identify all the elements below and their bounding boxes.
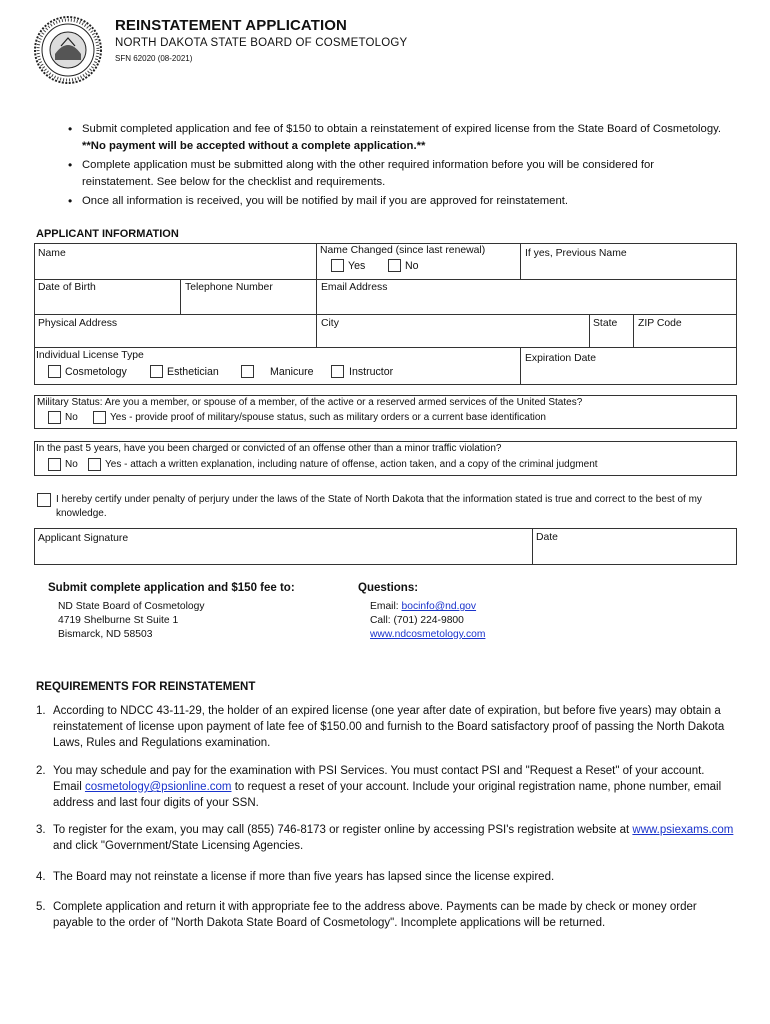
contact-info <box>370 600 485 642</box>
form-number: SFN 62020 (08-2021) <box>115 54 193 63</box>
requirement-text: to request a reset of your account. Include your original registration name, phone number, email address and last four digits of your SSN. <box>53 781 722 809</box>
previous-name-field[interactable]: If yes, Previous Name <box>525 248 627 259</box>
psi-website-link[interactable]: www.psiexams.com <box>632 824 734 836</box>
military-question: Military Status: Are you a member, or spouse of a member, of the active or a reserved armed services of the United States? <box>37 397 583 408</box>
offense-no-checkbox[interactable] <box>48 458 61 471</box>
address-line: Bismarck, ND 58503 <box>58 629 153 640</box>
mailing-address <box>58 600 205 642</box>
name-changed-label: Name Changed (since last renewal) <box>320 245 486 256</box>
questions-heading: Questions: <box>358 582 419 594</box>
instruction-text: Complete application must be submitted along with the other required information before you will be considered for reinstatement. See below for the checklist and requirements. <box>82 159 655 188</box>
phone-number: Call: (701) 224-9800 <box>370 615 464 626</box>
board-email-link[interactable]: bocinfo@nd.gov <box>401 601 477 612</box>
requirement-item: 1. According to NDCC 43-11-29, the holder of an expired license (one year after date of expiration, but before five years) may obtain a reinstatement of license upon payment of late fee of $150.00 and furnish to the Board satisfactory proof of passing the North Dakota Laws, Rules and Regulations examination. <box>36 705 725 749</box>
expiration-date-field[interactable]: Expiration Date <box>525 353 597 364</box>
esthetician-label: Esthetician <box>167 365 219 378</box>
instruction-text: Once all information is received, you will be notified by mail if you are approved for reinstatement. <box>82 195 569 207</box>
instruction-bold: **No payment will be accepted without a complete application.** <box>82 139 426 152</box>
requirement-text: According to NDCC 43-11-29, the holder of an expired license (one year after date of expiration, but before five years) may obtain a reinstatement of license upon payment of late fee of $150.00 and furnish to the Board satisfactory proof of passing the North Dakota Laws, Rules and Regulations examination. <box>53 705 725 749</box>
physical-address-field[interactable]: Physical Address <box>38 318 118 329</box>
requirement-text: and click "Government/State Licensing Agencies. <box>53 840 304 852</box>
name-changed-yes-checkbox[interactable] <box>331 259 344 272</box>
address-line: 4719 Shelburne St Suite 1 <box>58 615 179 626</box>
military-no-label: No <box>65 412 78 423</box>
manicure-checkbox[interactable] <box>241 365 254 378</box>
psi-email-link[interactable]: cosmetology@psionline.com <box>84 781 232 793</box>
name-field[interactable]: Name <box>38 248 66 259</box>
date-of-birth-field[interactable]: Date of Birth <box>38 282 96 293</box>
esthetician-checkbox[interactable] <box>150 365 163 378</box>
instruction-text: Submit completed application and fee of $150 to obtain a reinstatement of expired license from the State Board of Cosmetology. <box>82 123 722 135</box>
requirement-text: To register for the exam, you may call (855) 746-8173 or register online by accessing PSI's registration website at <box>53 824 633 836</box>
instructions-list <box>66 121 726 213</box>
applicant-info-heading: APPLICANT INFORMATION <box>36 228 179 240</box>
board-name: NORTH DAKOTA STATE BOARD OF COSMETOLOGY <box>115 37 408 49</box>
requirements-heading: REQUIREMENTS FOR REINSTATEMENT <box>36 681 256 693</box>
instructor-label: Instructor <box>349 365 394 378</box>
signature-box <box>34 528 737 565</box>
form-title: REINSTATEMENT APPLICATION <box>115 17 347 34</box>
requirement-item: 4. The Board may not reinstate a license if more than five years has lapsed since the license expired. <box>36 871 555 883</box>
cosmetology-checkbox[interactable] <box>48 365 61 378</box>
offense-no-label: No <box>65 459 78 470</box>
yes-label: Yes <box>348 259 366 272</box>
military-yes-checkbox[interactable] <box>93 411 106 424</box>
manicure-label: Manicure <box>270 365 314 378</box>
city-field[interactable]: City <box>321 318 339 329</box>
license-type-label: Individual License Type <box>36 350 144 361</box>
offense-yes-checkbox[interactable] <box>88 458 101 471</box>
instruction-item <box>66 157 726 190</box>
certify-checkbox[interactable] <box>37 493 51 507</box>
requirement-item: 2. You may schedule and pay for the examination with PSI Services. You must contact PSI and "Request a Reset" of your account. Email cosmetology@psionline.com to request a reset of your account. Include your original registration name, phone number, email address and last four digits of your SSN. <box>36 765 722 809</box>
state-field[interactable]: State <box>593 318 618 329</box>
address-line: ND State Board of Cosmetology <box>58 601 205 612</box>
telephone-field[interactable]: Telephone Number <box>185 282 273 293</box>
offense-question: In the past 5 years, have you been charged or convicted of an offense other than a minor traffic violation? <box>36 443 502 454</box>
requirement-item: 3. To register for the exam, you may call (855) 746-8173 or register online by accessing PSI's registration website at www.psiexams.com and click "Government/State Licensing Agencies. <box>36 824 734 852</box>
website-link[interactable]: www.ndcosmetology.com <box>370 629 486 640</box>
military-yes-label: Yes - provide proof of military/spouse status, such as military orders or a current base identification <box>110 412 546 423</box>
applicant-signature-field[interactable]: Applicant Signature <box>38 533 129 544</box>
instructor-checkbox[interactable] <box>331 365 344 378</box>
no-label: No <box>405 259 419 272</box>
cosmetology-label: Cosmetology <box>65 365 127 378</box>
name-changed-no-checkbox[interactable] <box>388 259 401 272</box>
requirement-text: Complete application and return it with appropriate fee to the address above. Payments can be made by check or money order payable to the order of "North Dakota State Board of Cosmetology". Incomplete applications will be returned. <box>53 901 697 929</box>
military-no-checkbox[interactable] <box>48 411 61 424</box>
requirements-list <box>36 703 736 931</box>
certify-statement: I hereby certify under penalty of perjury under the laws of the State of North Dakota that the information stated is true and correct to the best of my knowledge. <box>56 494 702 519</box>
requirement-text: You may schedule and pay for the examination with PSI Services. You must contact PSI and "Request a Reset" of your account. Email <box>53 765 705 793</box>
submit-heading: Submit complete application and $150 fee to: <box>48 582 295 594</box>
email-label: Email: <box>370 601 402 612</box>
instruction-item <box>66 193 726 210</box>
offense-yes-label: Yes - attach a written explanation, including nature of offense, action taken, and a copy of the criminal judgment <box>105 459 598 470</box>
state-seal-logo <box>33 14 103 86</box>
requirement-text: The Board may not reinstate a license if more than five years has lapsed since the license expired. <box>53 871 555 883</box>
email-field[interactable]: Email Address <box>321 282 388 293</box>
instruction-item <box>66 121 726 154</box>
requirement-item: 5. Complete application and return it with appropriate fee to the address above. Payments can be made by check or money order payable to the order of "North Dakota State Board of Cosmetology". Incomplete applications will be returned. <box>36 901 697 929</box>
zip-field[interactable]: ZIP Code <box>638 318 682 329</box>
signature-date-field[interactable]: Date <box>536 532 558 543</box>
